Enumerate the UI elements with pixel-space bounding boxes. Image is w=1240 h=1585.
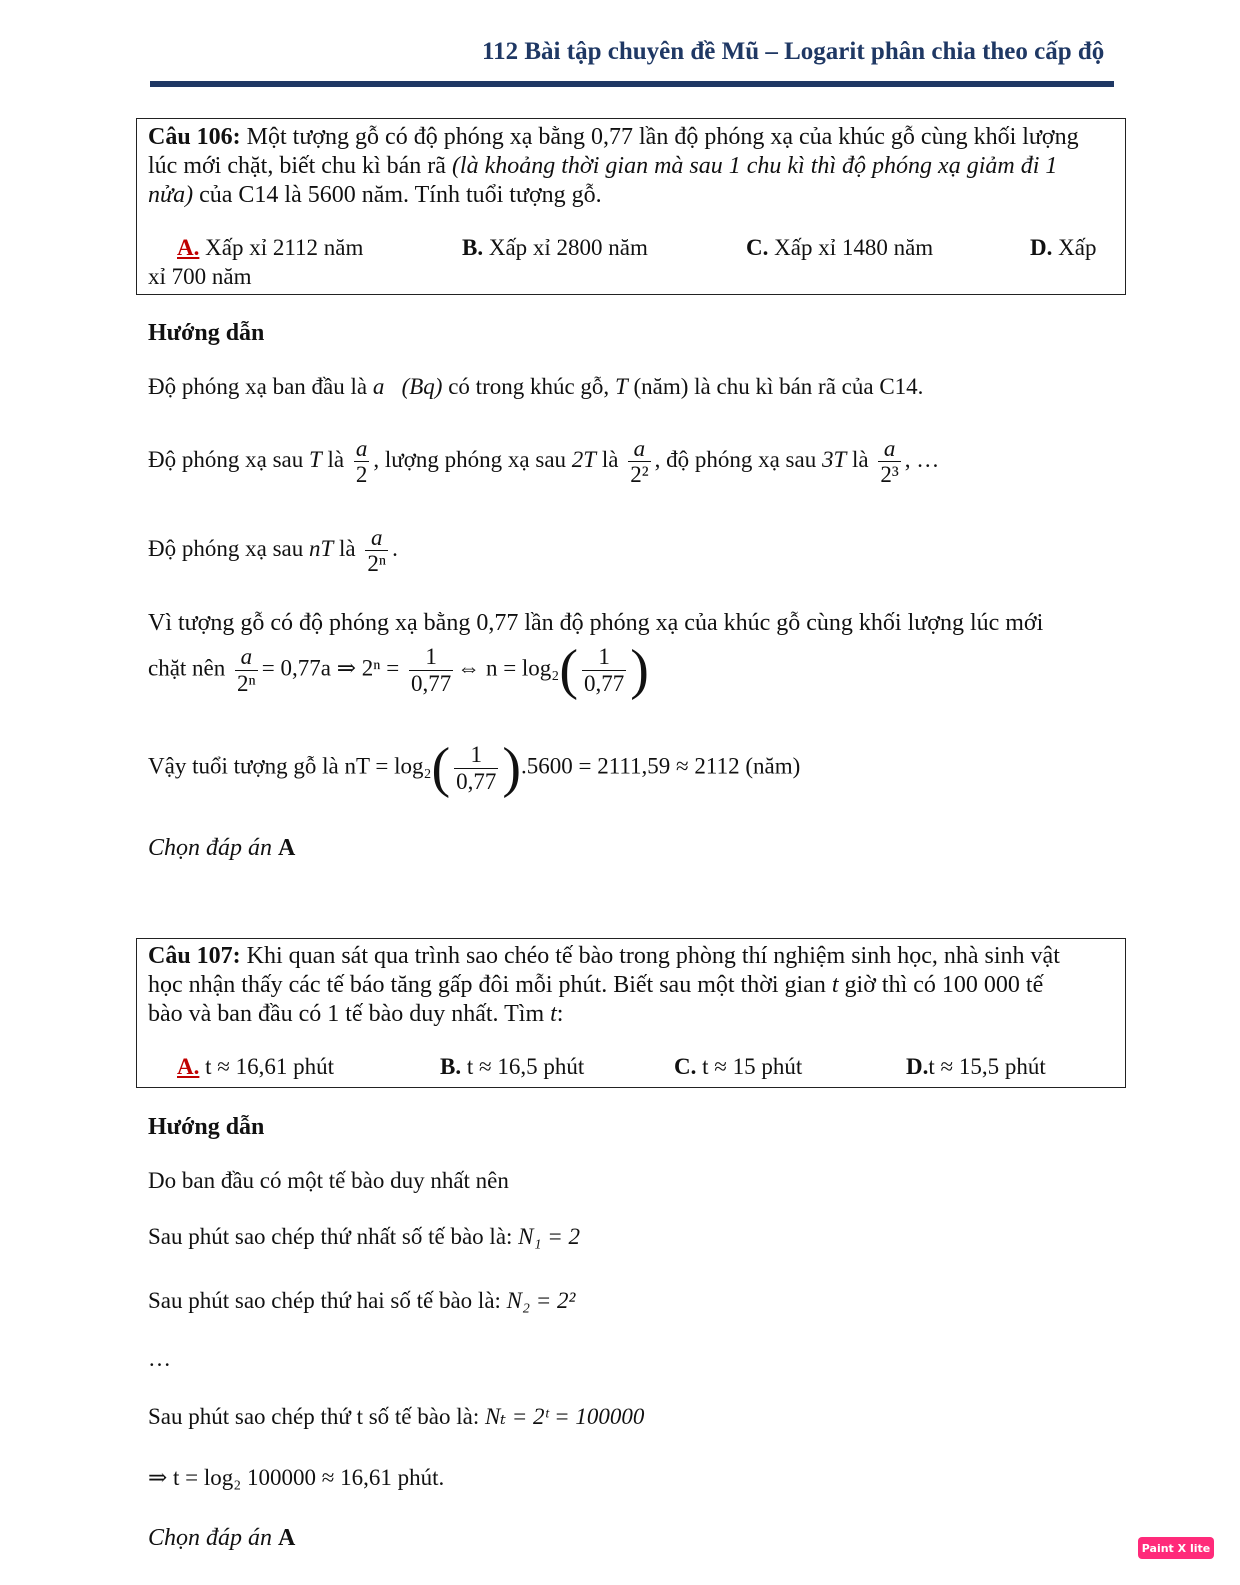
q107-option-a[interactable] xyxy=(177,1054,334,1080)
q107-line-3 xyxy=(148,1001,563,1028)
sol107-l6b: phút. xyxy=(391,1465,445,1490)
frac-num: a xyxy=(883,436,896,461)
q107-option-d[interactable] xyxy=(906,1054,1046,1080)
q107-option-c-text: t ≈ 15 phút xyxy=(696,1054,803,1079)
sol106-heading: Hướng dẫn xyxy=(148,320,265,346)
frac-num: a xyxy=(371,525,383,550)
q107-option-c[interactable] xyxy=(674,1054,802,1080)
q106-option-b-text: Xấp xỉ 2800 năm xyxy=(483,235,648,260)
q107-option-b[interactable] xyxy=(440,1054,584,1080)
choose-key: A xyxy=(278,835,296,861)
sol107-line-3 xyxy=(148,1288,575,1314)
right-paren: ) xyxy=(502,737,522,799)
sol106-line-2 xyxy=(148,436,939,488)
q106-option-a[interactable] xyxy=(177,235,363,261)
sol106-l1-a: a xyxy=(372,374,385,399)
q107-text-3a: bào và ban đầu có 1 tế bào duy nhất. Tìm xyxy=(148,1001,551,1027)
sol106-line-6 xyxy=(148,737,801,799)
paint-x-lite-badge: Paint X lite xyxy=(1138,1537,1214,1559)
header-rule xyxy=(150,81,1114,87)
fraction-1-over-077 xyxy=(454,742,498,794)
sol106-l2-3T: 3T xyxy=(821,447,847,473)
sol107-heading: Hướng dẫn xyxy=(148,1114,265,1140)
sol106-l2b: là xyxy=(321,447,350,473)
q107-option-b-key: B. xyxy=(440,1054,462,1079)
frac-num: a xyxy=(633,436,646,461)
choose-text: Chọn đáp án xyxy=(148,835,279,861)
sol106-l5a: chặt nên xyxy=(148,655,232,681)
q106-option-b-key: B. xyxy=(462,235,484,260)
q107-text-3-t: t xyxy=(550,1001,557,1027)
sol107-l2a: Sau phút sao chép thứ nhất số tế bào là: xyxy=(148,1224,519,1249)
sol106-l3-nT: nT xyxy=(308,536,334,562)
sol106-l1-bq: (Bq) xyxy=(401,374,443,399)
q107-line-2 xyxy=(148,972,1043,999)
sol107-line-2 xyxy=(148,1224,580,1250)
sol106-l6b: nT = log₂ xyxy=(344,753,432,779)
sol106-l3a: Độ phóng xạ sau xyxy=(148,536,309,562)
q106-text-2b: (là khoảng thời gian mà sau 1 chu kì thì độ phóng xạ giảm đi 1 xyxy=(451,153,1058,179)
sol106-line-3 xyxy=(148,525,398,577)
sol107-l2b: N₁ = 2 xyxy=(518,1224,581,1249)
fraction-1-over-077 xyxy=(582,644,626,696)
q106-option-d-cont: xỉ 700 năm xyxy=(148,264,252,289)
q106-text-1: Một tượng gỗ có độ phóng xạ bằng 0,77 lần độ phóng xạ của khúc gỗ cùng khối lượng xyxy=(240,124,1079,150)
q107-text-2b: giờ thì có 100 000 tế xyxy=(838,972,1044,998)
choose-key: A xyxy=(278,1525,296,1551)
frac-den: 2² xyxy=(630,462,649,488)
sol106-l1-T: T xyxy=(614,374,628,399)
fraction-a-over-2-n xyxy=(235,644,258,696)
q106-text-2a: lúc mới chặt, biết chu kì bán rã xyxy=(148,153,452,179)
sol106-l2e: , độ phóng xạ sau xyxy=(654,447,822,473)
sol106-line-4: Vì tượng gỗ có độ phóng xạ bằng 0,77 lần độ phóng xạ của khúc gỗ cùng khối lượng lúc mới xyxy=(148,610,1044,636)
sol107-l3a: Sau phút sao chép thứ hai số tế bào là: xyxy=(148,1288,507,1313)
q107-option-b-text: t ≈ 16,5 phút xyxy=(461,1054,585,1079)
q106-option-c-text: Xấp xỉ 1480 năm xyxy=(768,235,934,260)
q106-text-3b: của C14 là 5600 năm. Tính tuổi tượng gỗ. xyxy=(193,182,602,208)
q107-label: Câu 107: xyxy=(148,943,241,969)
sol106-l6c: .5600 = 2111,59 ≈ 2112 xyxy=(521,753,740,779)
sol106-choose xyxy=(148,835,295,862)
q106-line-2 xyxy=(148,153,1057,180)
right-paren: ) xyxy=(630,639,649,701)
frac-den: 2³ xyxy=(880,462,899,488)
frac-den: 2ⁿ xyxy=(367,551,387,577)
frac-den: 0,77 xyxy=(583,670,625,696)
q107-text-1: Khi quan sát qua trình sao chéo tế bào trong phòng thí nghiệm sinh học, nhà sinh vật xyxy=(240,943,1060,969)
sol106-line-5 xyxy=(148,639,649,701)
q107-option-c-key: C. xyxy=(674,1054,697,1079)
frac-den: 2 xyxy=(355,462,368,488)
sol106-line-1 xyxy=(148,374,923,400)
sol106-l5c: ⇔ n = log₂ xyxy=(457,655,560,681)
sol106-l6d: (năm) xyxy=(739,753,801,779)
frac-num: 1 xyxy=(598,644,610,670)
q107-text-3b: : xyxy=(556,1001,564,1027)
sol106-l3c: . xyxy=(392,536,398,562)
choose-text: Chọn đáp án xyxy=(148,1525,279,1551)
sol107-choose xyxy=(148,1525,295,1552)
q106-option-b[interactable] xyxy=(462,235,648,261)
sol106-l5b: = 0,77a ⇒ 2ⁿ = xyxy=(261,655,400,681)
sol106-l2a: Độ phóng xạ sau xyxy=(148,447,309,473)
sol106-l3b: là xyxy=(333,536,362,562)
q106-option-c-key: C. xyxy=(746,235,769,260)
sol106-l6a: Vậy tuổi tượng gỗ là xyxy=(148,753,345,779)
q107-option-d-key: D. xyxy=(906,1054,929,1079)
sol107-l6a: ⇒ t = log₂ 100000 ≈ 16,61 xyxy=(148,1465,392,1490)
q106-option-a-text: Xấp xỉ 2112 năm xyxy=(199,235,364,260)
sol107-line-5 xyxy=(148,1404,644,1430)
sol106-l2-2T: 2T xyxy=(571,447,597,473)
frac-num: a xyxy=(240,644,253,670)
fraction-a-over-2-cubed xyxy=(878,436,900,488)
sol106-l2d: là xyxy=(596,447,625,473)
q107-line-1 xyxy=(148,943,1060,970)
frac-den: 0,77 xyxy=(456,768,497,794)
q106-option-d[interactable] xyxy=(1030,235,1096,261)
q107-text-2a: học nhận thấy các tế báo tăng gấp đôi mỗi phút. Biết sau một thời gian xyxy=(148,972,832,998)
frac-den: 0,77 xyxy=(410,670,452,696)
sol107-line-1: Do ban đầu có một tế bào duy nhất nên xyxy=(148,1168,509,1193)
frac-num: 1 xyxy=(470,742,483,768)
sol107-l3b: N₂ = 2² xyxy=(506,1288,576,1313)
q106-option-a-key: A. xyxy=(177,235,200,260)
fraction-a-over-2-n xyxy=(365,525,388,577)
q107-option-a-text: t ≈ 16,61 phút xyxy=(199,1054,335,1079)
q106-option-c[interactable] xyxy=(746,235,933,261)
q107-option-a-key: A. xyxy=(177,1054,200,1079)
sol106-l1c: (năm) là chu kì bán rã của C14. xyxy=(627,374,924,399)
q107-option-d-text: t ≈ 15,5 phút xyxy=(928,1054,1046,1079)
page-header-title: 112 Bài tập chuyên đề Mũ – Logarit phân chia theo cấp độ xyxy=(482,38,1105,65)
sol107-line-6 xyxy=(148,1465,444,1491)
fraction-a-over-2-squared xyxy=(628,436,650,488)
sol107-line-4: … xyxy=(148,1346,171,1371)
q106-option-d-key: D. xyxy=(1030,235,1053,260)
q107-text-2-t: t xyxy=(831,972,839,998)
sol107-l5b: Nₜ = 2ᵗ = 100000 xyxy=(484,1404,645,1429)
q106-option-d-text: Xấp xyxy=(1052,235,1097,260)
sol107-l5a: Sau phút sao chép thứ t số tế bào là: xyxy=(148,1404,485,1429)
fraction-1-over-077 xyxy=(409,644,453,696)
left-paren: ( xyxy=(431,737,451,799)
q106-label: Câu 106: xyxy=(148,124,241,150)
sol106-l1a: Độ phóng xạ ban đầu là xyxy=(148,374,373,399)
frac-den: 2ⁿ xyxy=(237,670,256,696)
frac-num: 1 xyxy=(425,644,437,670)
sol106-l2g: , … xyxy=(904,447,940,473)
q106-text-3a: nửa) xyxy=(148,182,194,208)
left-paren: ( xyxy=(559,639,578,701)
sol106-l2c: , lượng phóng xạ sau xyxy=(373,447,572,473)
frac-num: a xyxy=(355,436,368,461)
q106-line-3 xyxy=(148,182,602,209)
sol106-l2-T: T xyxy=(308,447,322,473)
fraction-a-over-2 xyxy=(354,436,370,488)
sol106-l1b: có trong khúc gỗ, xyxy=(442,374,615,399)
sol106-l2f: là xyxy=(846,447,875,473)
q106-line-1 xyxy=(148,124,1079,151)
